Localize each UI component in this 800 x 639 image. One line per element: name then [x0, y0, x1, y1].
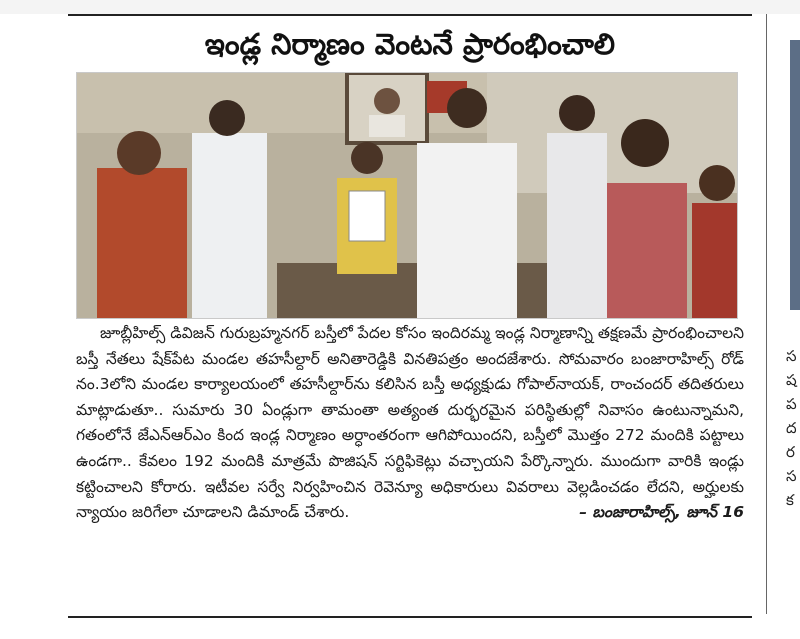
memorandum-paper [349, 191, 385, 241]
article-byline: – బంజారాహిల్స్, జూన్ 16 [579, 503, 744, 522]
column-divider [766, 14, 767, 614]
person-6 [692, 203, 737, 318]
article-body-text: జూబ్లీహిల్స్ డివిజన్ గురుబ్రహ్మనగర్ బస్తీలో పేదల కోసం ఇందిరమ్మ ఇండ్ల నిర్మాణాన్ని తక్షణమే ప్రారంభించాలని బస్తీ నేతలు షేక్‌పేట మండల తహసీల్దార్ అనితారెడ్డికి వినతిపత్రం అందజేశారు. సోమవారం బంజారాహిల్స్ రోడ్ నం.3లోని మండల కార్యాలయంలో తహసీల్దార్‌ను కలిసిన బస్తీ అధ్యక్షుడు గోపాల్‌నాయక్, రాంచందర్ తదితరులు మాట్లాడుతూ.. సుమారు 30 ఏండ్లుగా తామంతా అత్యంత దుర్భరమైన పరిస్థితుల్లో నివాసం ఉంటున్నామని, గతంలోనే జేఎన్‌ఆర్‌ఎం కింద ఇండ్ల నిర్మాణం అర్ధాంతరంగా ఆగిపోయిందని, బస్తీలో మొత్తం 272 మందికి పట్టాలు ఉండగా.. కేవలం 192 మందికి మాత్రమే పొజిషన్ సర్టిఫికెట్లు వచ్చాయని పేర్కొన్నారు. ముందుగా వారికి ఇండ్లు కట్టించాలని కోరారు. ఇటీవల సర్వే నిర్వహించిన రెవెన్యూ అధికారులు వివరాలు వెల్లడించడం లేదని, అర్హులకు న్యాయం జరిగేలా చూడాలని డిమాండ్ చేశారు. [76, 324, 744, 522]
person-3 [417, 143, 517, 318]
official-head [351, 142, 383, 174]
person-6-head [699, 165, 735, 201]
person-4 [547, 133, 607, 318]
adjacent-article [770, 14, 800, 614]
article-photo [76, 72, 738, 319]
person-5-head [621, 119, 669, 167]
article-body [76, 321, 744, 526]
person-1 [97, 168, 187, 318]
portrait-face [374, 88, 400, 114]
portrait-shirt [369, 115, 405, 137]
person-2 [192, 133, 267, 318]
person-3-head [447, 88, 487, 128]
photo-illustration [77, 73, 737, 318]
person-1-head [117, 131, 161, 175]
news-article [68, 14, 752, 618]
adjacent-photo [790, 40, 800, 310]
photo-cabinet [487, 73, 737, 193]
person-2-head [209, 100, 245, 136]
person-5 [607, 183, 687, 318]
top-margin [0, 0, 800, 14]
article-headline: ఇండ్ల నిర్మాణం వెంటనే ప్రారంభించాలి [204, 27, 616, 61]
person-4-head [559, 95, 595, 131]
adjacent-text: స ష ప ద ర స క [786, 347, 797, 509]
